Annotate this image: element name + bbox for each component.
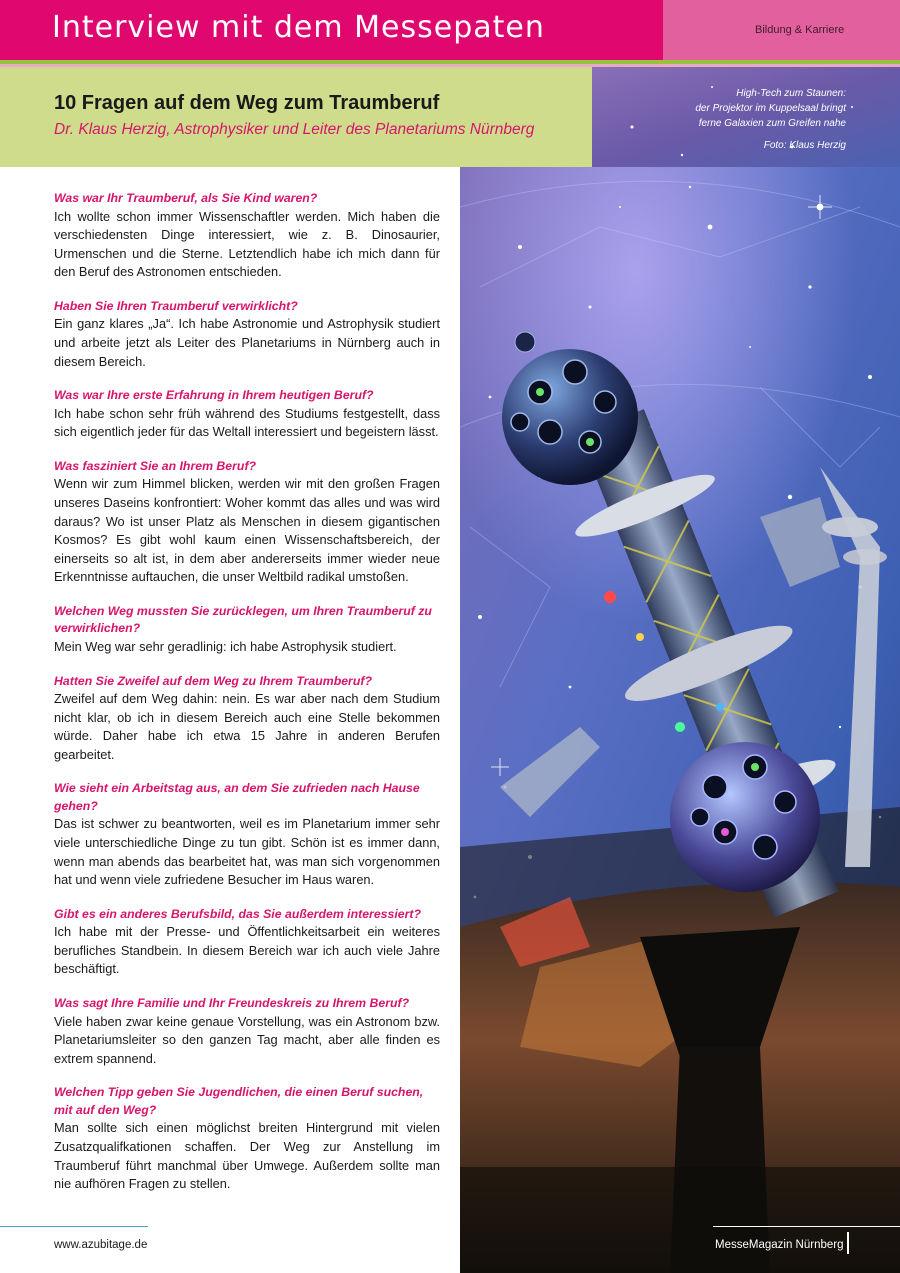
answer: Ich habe schon sehr früh während des Studiums festgestellt, dass sich eigentlich jeder für das Weltall interessiert und begeistern lässt. — [54, 405, 440, 440]
question: Hatten Sie Zweifel auf dem Weg zu Ihrem Traumberuf? — [54, 673, 372, 688]
qa-item — [54, 780, 440, 889]
footer-divider — [847, 1232, 849, 1254]
qa-item — [54, 458, 440, 587]
interview-body — [54, 190, 440, 1210]
answer: Man sollte sich einen möglichst breiten Hintergrund mit vielen Zusatzqualifkationen schaffen. Der Weg zur Anstellung im Traumberuf führt manchmal über Umwege. Außerdem sollte man nie aufhören Fragen zu stellen. — [54, 1120, 440, 1192]
footer-rule-right — [713, 1226, 900, 1227]
question: Was war Ihre erste Erfahrung in Ihrem heutigen Beruf? — [54, 388, 374, 403]
question: Welchen Weg mussten Sie zurücklegen, um Ihren Traumberuf zu verwirklichen? — [54, 603, 432, 636]
answer: Viele haben zwar keine genaue Vorstellung, was ein Astronom bzw. Planetariumsleiter so den ganzen Tag macht, aber alle finden es extrem spannend. — [54, 1013, 440, 1066]
question: Haben Sie Ihren Traumberuf verwirklicht? — [54, 298, 298, 313]
answer: Ich wollte schon immer Wissenschaftler werden. Mich haben die verschiedensten Dinge interessiert, wie z. B. Dinosaurier, Urmenschen und die Sterne. Letztendlich habe ich mich dann für den Beruf des Astronomen entschieden. — [54, 208, 440, 280]
qa-item — [54, 995, 440, 1068]
page-title: Interview mit dem Messepaten — [52, 10, 545, 45]
answer: Wenn wir zum Himmel blicken, werden wir mit den großen Fragen unseres Daseins konfrontiert: Woher kommt das alles und was wird daraus? Wo ist unser Platz als Menschen in diesem gigantischen Kosmos? Es gibt wohl kaum einen Wissenschaftsbereich, der einerseits so alt ist, in dem aber andererseits immer wieder neue Erkenntnisse auftauchen, die unser Weltbild radikal umstoßen. — [54, 476, 440, 585]
photo-caption — [606, 86, 846, 153]
article-title: 10 Fragen auf dem Weg zum Traumberuf — [54, 92, 440, 114]
qa-item — [54, 673, 440, 765]
photo-credit: Foto: Klaus Herzig — [763, 140, 846, 151]
article-subtitle: Dr. Klaus Herzig, Astrophysiker und Leiter des Planetariums Nürnberg — [54, 121, 535, 138]
answer: Mein Weg war sehr geradlinig: ich habe Astrophysik studiert. — [54, 638, 397, 654]
footer-website-link[interactable]: www.azubitage.de — [54, 1239, 148, 1251]
answer: Das ist schwer zu beantworten, weil es im Planetarium immer sehr viele unterschiedliche Dinge zu tun gibt. Schön ist es immer dann, wenn man abends das bearbeitet hat, was man sich vorgenommen hat und wenn viele zufriedene Besucher im Haus waren. — [54, 816, 440, 888]
footer-magazine-name: MesseMagazin Nürnberg — [715, 1239, 844, 1251]
question: Was sagt Ihre Familie und Ihr Freundeskreis zu Ihrem Beruf? — [54, 996, 410, 1011]
question: Gibt es ein anderes Berufsbild, das Sie außerdem interessiert? — [54, 906, 421, 921]
qa-item — [54, 190, 440, 282]
question: Wie sieht ein Arbeitstag aus, an dem Sie zufrieden nach Hause gehen? — [54, 781, 420, 813]
question: Was war Ihr Traumberuf, als Sie Kind waren? — [54, 191, 318, 205]
footer-rule-left — [0, 1226, 148, 1227]
qa-item — [54, 906, 440, 979]
answer: Ein ganz klares „Ja“. Ich habe Astronomie und Astrophysik studiert und arbeite jetzt als Leiter des Planetariums in Nürnberg auch in diesem Bereich. — [54, 316, 440, 369]
planetarium-photo — [460, 167, 900, 1273]
question: Was fasziniert Sie an Ihrem Beruf? — [54, 458, 257, 473]
caption-line-1: High-Tech zum Staunen: — [736, 88, 846, 99]
category-label: Bildung & Karriere — [755, 24, 845, 36]
answer: Ich habe mit der Presse- und Öffentlichkeitsarbeit ein weiteres berufliches Standbein. In diesem Bereich war ich auch viele Jahre beschäftigt. — [54, 924, 440, 977]
qa-item — [54, 1084, 440, 1193]
answer: Zweifel auf dem Weg dahin: nein. Es war aber nach dem Studium nicht klar, ob ich in diesem Bereich auch eine Stelle bekommen würde. Daher habe ich etwa 15 Jahre in anderen Berufen gearbeitet. — [54, 691, 440, 762]
caption-line-3: ferne Galaxien zum Greifen nahe — [698, 118, 846, 129]
caption-line-2: der Projektor im Kuppelsaal bringt — [695, 103, 846, 114]
qa-item — [54, 298, 440, 371]
title-box — [0, 67, 592, 167]
qa-item — [54, 387, 440, 442]
question: Welchen Tipp geben Sie Jugendlichen, die einen Beruf suchen, mit auf den Weg? — [54, 1085, 424, 1117]
qa-item — [54, 603, 440, 657]
